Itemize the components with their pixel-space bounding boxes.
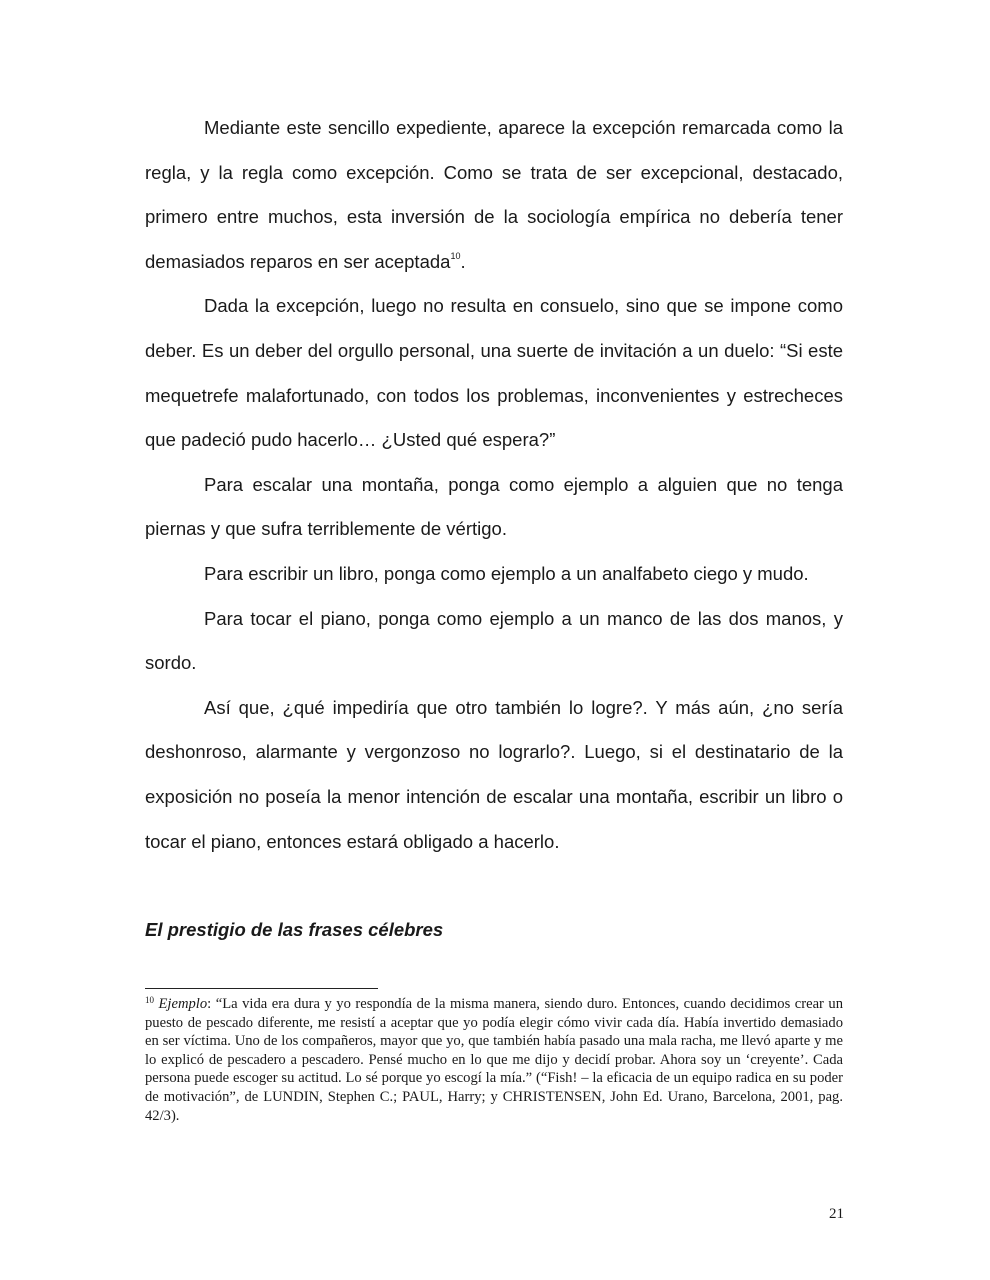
paragraph-end: . xyxy=(460,250,466,272)
paragraph: Así que, ¿qué impediría que otro también lo logre?. Y más aún, ¿no sería deshonroso, alarmante y vergonzoso no lograrlo?. Luego, si el destinatario de la exposición no poseía la menor intención de escalar una montaña, escribir un libro o tocar el piano, entonces estará obligado a hacerlo. xyxy=(145,696,843,852)
footnote-reference[interactable]: 10 xyxy=(450,250,461,261)
section-heading: El prestigio de las frases célebres xyxy=(145,919,444,940)
paragraph xyxy=(145,106,843,284)
page-number: 21 xyxy=(829,1206,844,1222)
footnote xyxy=(145,995,843,1125)
paragraph: Para tocar el piano, ponga como ejemplo a un manco de las dos manos, y sordo. xyxy=(145,607,843,674)
paragraph: Para escalar una montaña, ponga como ejemplo a alguien que no tenga piernas y que sufra terriblemente de vértigo. xyxy=(145,473,843,540)
body-text xyxy=(145,106,843,864)
footnote-divider xyxy=(145,988,378,989)
paragraph: Para escribir un libro, ponga como ejemplo a un analfabeto ciego y mudo. xyxy=(204,562,809,584)
paragraph: Dada la excepción, luego no resulta en consuelo, sino que se impone como deber. Es un deber del orgullo personal, una suerte de invitación a un duelo: “Si este mequetrefe malafortunado, con todos los problemas, inconvenientes y estrecheces que padeció pudo hacerlo… ¿Usted qué espera?” xyxy=(145,295,843,451)
footnote-text: : “La vida era dura y yo respondía de la misma manera, siendo duro. Entonces, cuando decidimos crear un puesto de pescado diferente, me resistí a aceptar que yo podía elegir cómo vivir cada día. Había invertido demasiado en ser víctima. Uno de los compañeros, mayor que yo, que también había pasado una mala racha, me llevó aparte y me lo explicó de pescadero a pescadero. Pensé mucho en lo que me dijo y decidí probar. Ahora soy un ‘creyente’. Cada persona puede escoger su actitud. Lo sé porque yo escogí la mía.” (“Fish! – la eficacia de un equipo radica en su poder de motivación”, de LUNDIN, Stephen C.; PAUL, Harry; y CHRISTENSEN, John Ed. Urano, Barcelona, 2001, pag. 42/3). xyxy=(145,996,844,1124)
footnote-number: 10 xyxy=(145,995,154,1005)
paragraph-text: Mediante este sencillo expediente, aparece la excepción remarcada como la regla, y la regla como excepción. Como se trata de ser excepcional, destacado, primero entre muchos, esta inversión de la sociología empírica no debería tener demasiados reparos en ser aceptada xyxy=(145,117,843,272)
footnote-label: Ejemplo xyxy=(158,996,208,1012)
